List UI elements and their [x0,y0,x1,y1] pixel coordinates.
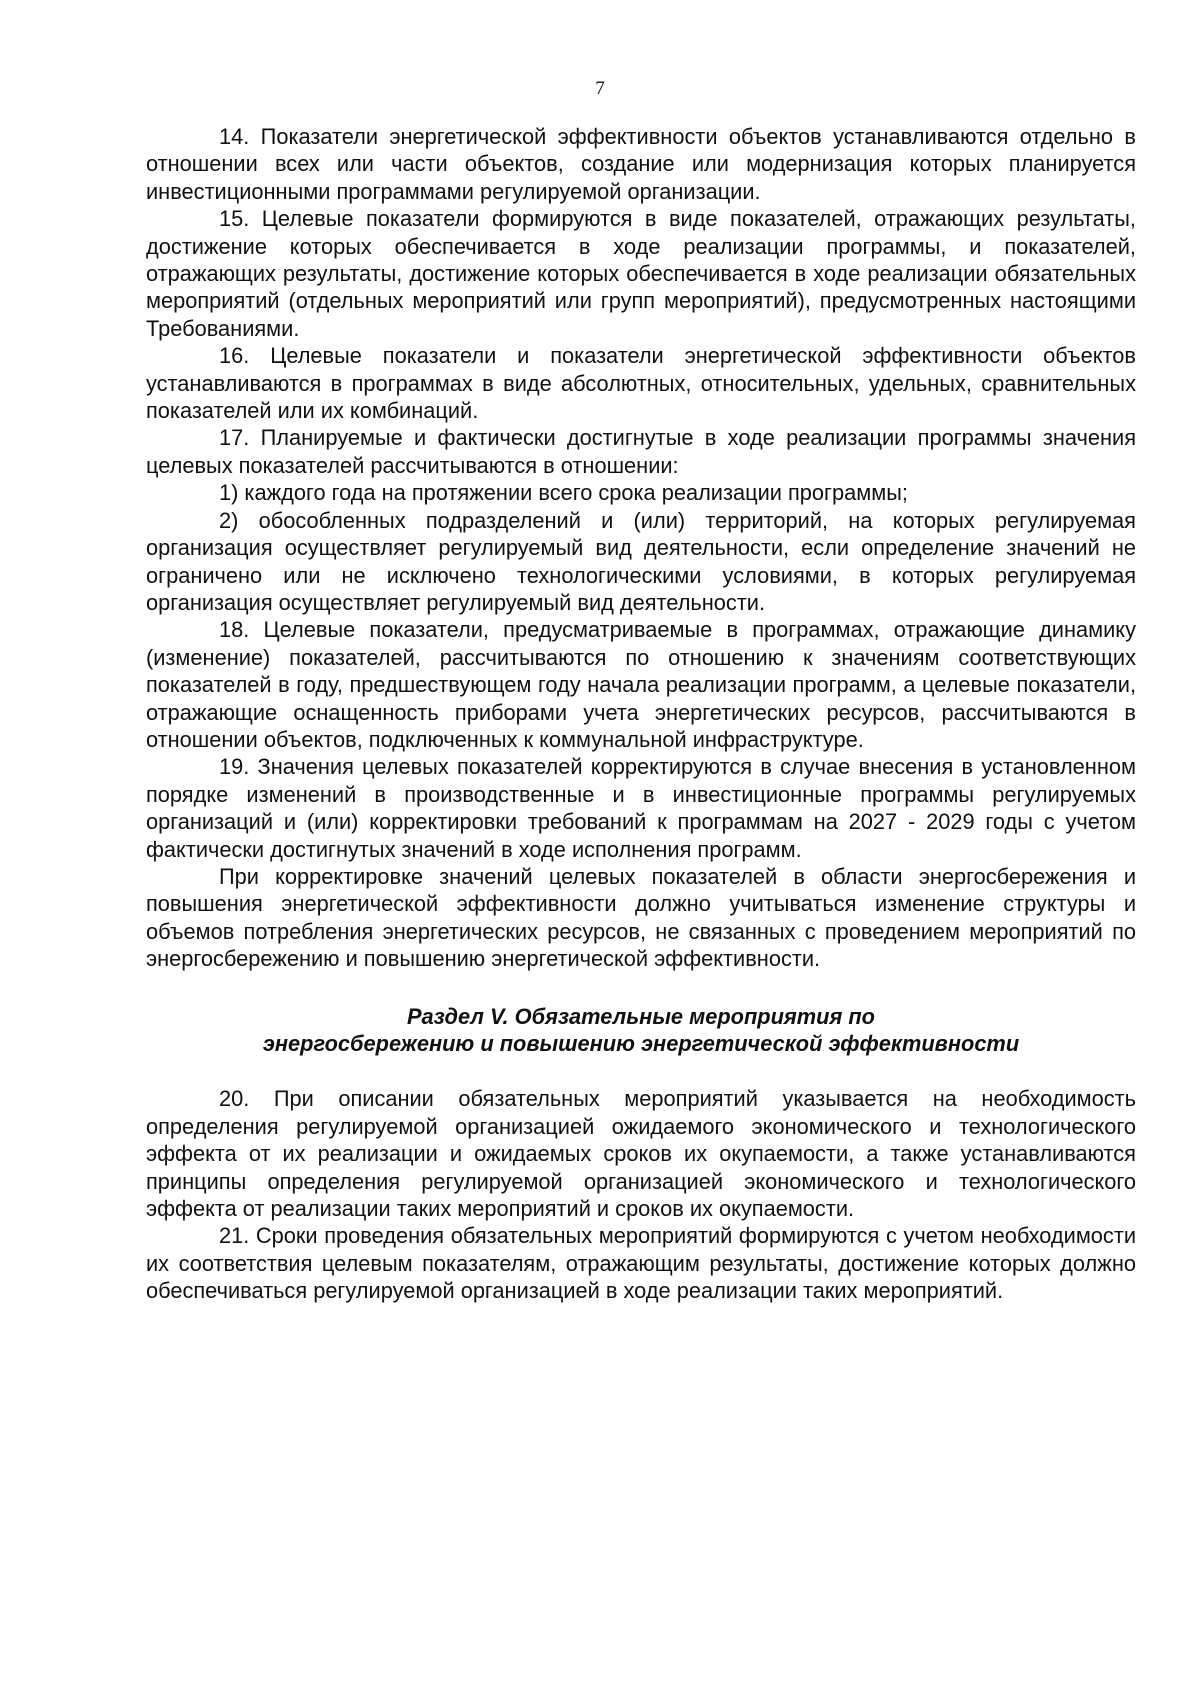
paragraph-15: 15. Целевые показатели формируются в виде показателей, отражающих результаты, достижение которых обеспечивается в ходе реализации программы, и показателей, отражающих результаты, достижение которых обеспечивается в ходе реализации обязательных мероприятий (отдельных мероприятий или групп мероприятий), предусмотренных настоящими Требованиями. [146,206,1136,341]
paragraph-18: 18. Целевые показатели, предусматриваемые в программах, отражающие динамику (изменение) показателей, рассчитываются по отношению к значениям соответствующих показателей в году, предшествующем году начала реализации программ, а целевые показатели, отражающие оснащенность приборами учета энергетических ресурсов, рассчитываются в отношении объектов, подключенных к коммунальной инфраструктуре. [146,617,1136,752]
paragraph-17-item-1: 1) каждого года на протяжении всего срока реализации программы; [219,480,908,506]
document-body [146,123,1136,1305]
paragraph-20: 20. При описании обязательных мероприятий указывается на необходимость определения регулируемой организацией ожидаемого экономического и технологического эффекта от их реализации и ожидаемых сроков их окупаемости, а также устанавливаются принципы определения регулируемой организацией экономического и технологического эффекта от реализации таких мероприятий и сроков их окупаемости. [146,1086,1136,1222]
section-heading-line-1: Раздел V. Обязательные мероприятия по [407,1003,875,1029]
paragraph-21: 21. Сроки проведения обязательных мероприятий формируются с учетом необходимости их соответствия целевым показателям, отражающим результаты, достижение которых должно обеспечиваться регулируемой организацией в ходе реализации таких мероприятий. [146,1223,1136,1304]
paragraph-19-continuation: При корректировке значений целевых показателей в области энергосбережения и повышения энергетической эффективности должно учитываться изменение структуры и объемов потребления энергетических ресурсов, не связанных с проведением мероприятий по энергосбережению и повышению энергетической эффективности. [146,863,1136,972]
paragraph-17: 17. Планируемые и фактически достигнутые в ходе реализации программы значения целевых показателей рассчитываются в отношении: [146,425,1136,478]
paragraph-14: 14. Показатели энергетической эффективности объектов устанавливаются отдельно в отношении всех или части объектов, создание или модернизация которых планируется инвестиционными программами регулируемой организации. [146,124,1136,204]
paragraph-19: 19. Значения целевых показателей корректируются в случае внесения в установленном порядке изменений в производственные и в инвестиционные программы регулируемых организаций и (или) корректировки требований к программам на 2027 - 2029 годы с учетом фактически достигнутых значений в ходе исполнения программ. [146,754,1136,862]
paragraph-17-item-2: 2) обособленных подразделений и (или) территорий, на которых регулируемая организация осуществляет регулируемый вид деятельности, если определение значений не ограничено или не исключено технологическими условиями, в которых регулируемая организация осуществляет регулируемый вид деятельности. [146,507,1136,615]
section-heading-line-2: энергосбережению и повышению энергетической эффективности [262,1031,1020,1056]
page-number: 7 [595,78,605,99]
section-heading [146,1003,1136,1058]
paragraph-16: 16. Целевые показатели и показатели энергетической эффективности объектов устанавливаются в программах в виде абсолютных, относительных, удельных, сравнительных показателей или их комбинаций. [146,343,1136,424]
